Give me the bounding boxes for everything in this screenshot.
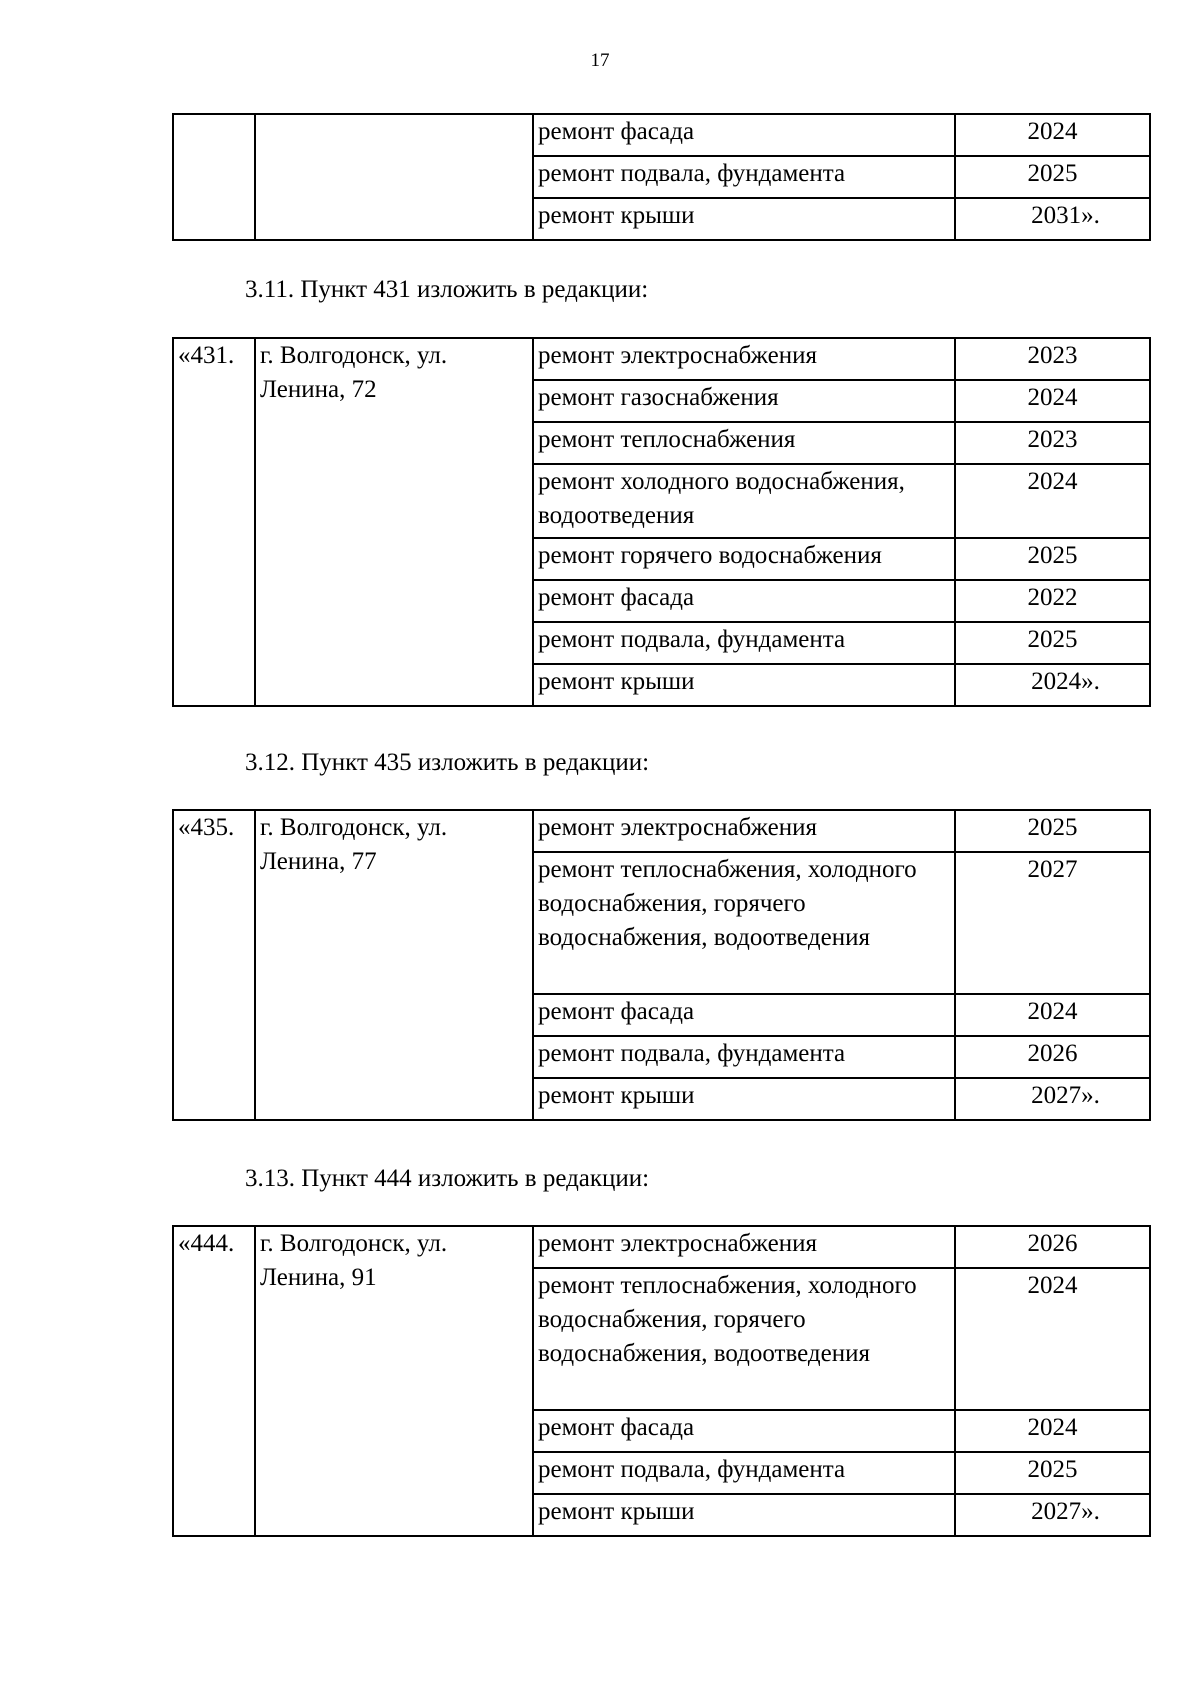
- work-cell: ремонт фасада: [533, 114, 955, 156]
- year-cell: 2027: [955, 852, 1150, 994]
- item-number-cell: «444.: [173, 1226, 255, 1536]
- year-cell: 2025: [955, 810, 1150, 852]
- work-cell: ремонт подвала, фундамента: [533, 1036, 955, 1078]
- work-cell: ремонт теплоснабжения, холодного водоснабжения, горячего водоснабжения, водоотведения: [533, 852, 955, 994]
- continuation-table: [172, 113, 1151, 241]
- work-cell: ремонт крыши: [533, 1494, 955, 1536]
- year-cell: 2022: [955, 580, 1150, 622]
- work-cell: ремонт электроснабжения: [533, 810, 955, 852]
- year-cell: 2025: [955, 156, 1150, 198]
- section-heading: 3.13. Пункт 444 изложить в редакции:: [245, 1165, 650, 1192]
- item-431-table: [172, 337, 1151, 707]
- table-row: [173, 338, 1150, 380]
- section-heading: 3.12. Пункт 435 изложить в редакции:: [245, 749, 650, 776]
- work-cell: ремонт крыши: [533, 198, 955, 240]
- year-cell: 2024: [955, 380, 1150, 422]
- year-cell: 2024».: [955, 664, 1150, 706]
- work-cell: ремонт подвала, фундамента: [533, 156, 955, 198]
- year-cell: 2026: [955, 1226, 1150, 1268]
- year-cell: 2023: [955, 338, 1150, 380]
- table-row: [173, 114, 1150, 156]
- section-heading: 3.11. Пункт 431 изложить в редакции:: [245, 276, 649, 303]
- work-cell: ремонт подвала, фундамента: [533, 1452, 955, 1494]
- address-cell: г. Волгодонск, ул. Ленина, 72: [255, 338, 533, 706]
- work-cell: ремонт газоснабжения: [533, 380, 955, 422]
- page-number: 17: [590, 50, 610, 71]
- work-cell: ремонт фасада: [533, 580, 955, 622]
- work-cell: ремонт крыши: [533, 1078, 955, 1120]
- year-cell: 2024: [955, 1268, 1150, 1410]
- year-cell: 2024: [955, 464, 1150, 538]
- address-cell: г. Волгодонск, ул. Ленина, 91: [255, 1226, 533, 1536]
- year-cell: 2023: [955, 422, 1150, 464]
- table-row: [173, 810, 1150, 852]
- year-cell: 2026: [955, 1036, 1150, 1078]
- work-cell: ремонт фасада: [533, 1410, 955, 1452]
- year-cell: 2027».: [955, 1078, 1150, 1120]
- year-cell: 2024: [955, 114, 1150, 156]
- work-cell: ремонт горячего водоснабжения: [533, 538, 955, 580]
- work-cell: ремонт крыши: [533, 664, 955, 706]
- work-cell: ремонт электроснабжения: [533, 1226, 955, 1268]
- item-number-cell: [173, 114, 255, 240]
- work-cell: ремонт холодного водоснабжения, водоотведения: [533, 464, 955, 538]
- item-number-cell: «435.: [173, 810, 255, 1120]
- work-cell: ремонт теплоснабжения: [533, 422, 955, 464]
- work-cell: ремонт фасада: [533, 994, 955, 1036]
- table-row: [173, 1226, 1150, 1268]
- year-cell: 2025: [955, 622, 1150, 664]
- year-cell: 2031».: [955, 198, 1150, 240]
- year-cell: 2025: [955, 1452, 1150, 1494]
- item-435-table: [172, 809, 1151, 1121]
- year-cell: 2024: [955, 1410, 1150, 1452]
- item-444-table: [172, 1225, 1151, 1537]
- work-cell: ремонт подвала, фундамента: [533, 622, 955, 664]
- work-cell: ремонт электроснабжения: [533, 338, 955, 380]
- item-number-cell: «431.: [173, 338, 255, 706]
- address-cell: г. Волгодонск, ул. Ленина, 77: [255, 810, 533, 1120]
- year-cell: 2024: [955, 994, 1150, 1036]
- address-cell: [255, 114, 533, 240]
- work-cell: ремонт теплоснабжения, холодного водоснабжения, горячего водоснабжения, водоотведения: [533, 1268, 955, 1410]
- year-cell: 2027».: [955, 1494, 1150, 1536]
- year-cell: 2025: [955, 538, 1150, 580]
